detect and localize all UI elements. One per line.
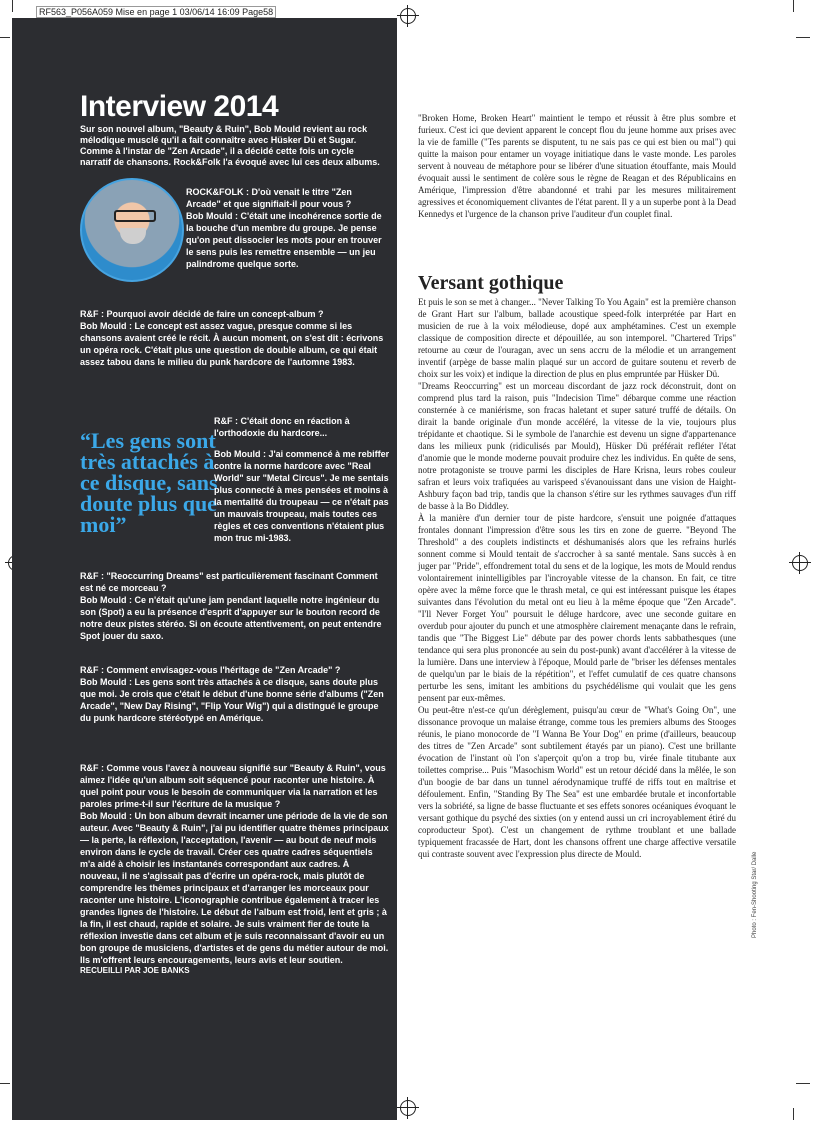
photo-credit: Photo : Fen-Shooting Star/ Dalle (752, 851, 758, 938)
answer: Bob Mould : J'ai commencé à me rebiffer contre la norme hardcore avec "Real World" sur "Metal Circus". Je me sentais plus connecté à mes pensées et moins à la mentalité du troupeau — ce n'était pas un mauvais troupeau, mais toutes ces règles et ces conventions n'étaient plus mon truc mi-1983. (214, 449, 390, 543)
article-para-1 (418, 112, 736, 220)
question: R&F : "Reoccurring Dreams" est particulièrement fascinant Comment est né ce morceau ? (80, 571, 378, 593)
answer: Bob Mould : Ce n'était qu'une jam pendant laquelle notre ingénieur du son (Spot) a eu la présence d'esprit d'appuyer sur le bouton record de notre deux pistes stéréo. Si on écoute attentivement, on peut entendre Spot jouer du saxo. (80, 595, 382, 641)
crop-mark (796, 1083, 810, 1084)
article-body (418, 296, 736, 860)
question: R&F : Comment envisagez-vous l'héritage de "Zen Arcade" ? (80, 665, 341, 675)
crop-mark (793, 0, 794, 12)
beard-icon (120, 228, 146, 244)
crop-mark (0, 37, 10, 38)
paragraph: Et puis le son se met à changer... "Never Talking To You Again" est la première chanson de Grant Hart sur l'album, ballade acoustique speed-folk interprétée par Hart en musicien de rue à la voix mélodieuse, dopé aux amphétamines. C'est un exemple classique de composition directe et dépouillée, au son intemporel. "Chartered Trips" retourne au cœur de l'ouragan, avec un sens accru de la mélodie et un arrangement inventif (arpège de basse malin plaqué sur un accord de guitare soutenu et reverb de choix sur les voix) et indique la direction de plus en plus empruntée par Hüsker Dü. (418, 297, 736, 379)
sidebar-title: Interview 2014 (80, 90, 279, 123)
crop-mark (796, 37, 810, 38)
registration-mark-icon (400, 1100, 416, 1116)
print-slug: RF563_P056A059 Mise en page 1 03/06/14 16:09 Page58 (36, 6, 276, 18)
paragraph: "Dreams Reoccurring" est un morceau discordant de jazz rock déconstruit, dont on comprend plus tard la raison, puis "Indecision Time" débarque comme une réaction consternée à ce maniérisme, son fracas haletant et super saturé truffé de détails. On dirait la bande originale d'un monde accéléré, la vitesse de la vie, toujours plus trépidante et chaotique. Si le symbole de l'anarchie est devenu un signe d'appartenance dans les milieux punk (ridiculisés par Mould), Hüsker Dü préférait refléter l'état d'anomie que le monde moderne pouvait produire chez les individus. En quête de sens, notre protagoniste se trouve parmi les disciples de Hare Krisna, leurs robes couleur safran et leurs voix trafiquées au varispeed s'évanouissant dans une vision de Haight-Ashbury façon bad trip, tandis que la chanson s'étire sur les rythmes sauvages d'un riff de basse à la Bo Diddley. (418, 381, 736, 511)
paragraph: À la manière d'un dernier tour de piste hardcore, s'ensuit une poignée d'attaques frontales donnant l'impression d'être sous les tirs en zone de guerre. "Beyond The Threshold" a des couplets indistincts et déshumanisés alors que les refrains hurlés sonnent comme si Mould tentait de s'accrocher à sa santé mentale. Sans succès à en juger par "Pride", effondrement total du sens et de la logique, les mots de Mould rendus volontairement inintelligibles par l'incroyable vitesse de la chanson. En fait, ce titre opère avec la même force que le thrash metal, ce qui est intéressant puisque les étapes suivantes dans l'évolution du metal ont eu lieu à la même époque que "Zen Arcade". "I'll Never Forget You" poursuit le déluge hardcore, avec une seconde guitare en overdub pour ajouter du punch et une atmosphère clairement menaçante dans le refrain, tandis que "The Biggest Lie" débute par des power chords lents sabbathesques (une tendance qui sera plus prononcée au sein du post-punk) avant d'accélérer à la vitesse de la lumière. Dans une interview à l'époque, Mould parle de "briser les défenses mentales de quelqu'un par le biais de la répétition", et l'effet cumulatif de ces quatre chansons perturbe les sens, imitant les ambitions du psychédélisme qui voulait que les gens pensent par eux-mêmes. (418, 513, 736, 703)
answer: Bob Mould : C'était une incohérence sortie de la bouche d'un membre du groupe. Je pense qu'on peut dissocier les mots pour en trouver le sens puis les remettre ensemble — un jeu palindrome quelque sorte. (186, 211, 382, 269)
qa-block-3 (214, 406, 390, 553)
interview-credit: RECUEILLI PAR JOE BANKS (80, 966, 190, 975)
question: R&F : Comme vous l'avez à nouveau signifié sur "Beauty & Ruin", vous aimez l'idée qu'un album soit séquencé pour raconter une histoire. À quel point pour vous le besoin de communiquer via la narration et les paroles prime-t-il sur l'écriture de la musique ? (80, 763, 386, 809)
glasses-icon (114, 210, 156, 222)
qa-block-6 (80, 762, 390, 975)
qa-block-5 (80, 664, 390, 724)
section-heading: Versant gothique (418, 272, 564, 294)
question: ROCK&FOLK : D'où venait le titre "Zen Arcade" et que signifiait-il pour vous ? (186, 187, 352, 209)
qa-block-2 (80, 308, 390, 368)
pull-quote: “Les gens sont très attachés à ce disque, sans doute plus que moi” (80, 428, 218, 537)
qa-block-1 (186, 186, 386, 270)
interview-sidebar (12, 18, 397, 1120)
crop-mark (12, 0, 13, 12)
bob-mould-portrait (80, 178, 184, 282)
qa-block-4 (80, 570, 390, 642)
crop-mark (0, 1083, 10, 1084)
registration-mark-icon (792, 555, 808, 571)
answer: Bob Mould : Un bon album devrait incarner une période de la vie de son auteur. Avec "Beauty & Ruin", j'ai pu identifier quatre thèmes principaux — la perte, la réflexion, l'acceptation, l'avenir — au bout de neuf mois environ dans le cycle de travail. Créer ces quatre cadres séquentiels m'a aidé à choisir les instantanés correspondant aux cadres. À nouveau, il ne s'agissait pas d'écrire un opéra-rock, mais plutôt de comprendre les thèmes principaux et d'arranger les morceaux pour raconter une histoire. L'iconographie contribue également à tracer les grandes lignes de l'histoire. Le début de l'album est froid, lent et gris ; à la fin, il est chaud, rapide et solaire. Je suis vraiment fier de toute la réflexion investie dans cet album et je suis reconnaissant d'avoir eu un bon groupe de musiciens, d'artistes et de gens du métier autour de moi. Ils m'offrent leurs encouragements, leurs avis et leur soutien. (80, 811, 389, 965)
crop-mark (793, 1108, 794, 1120)
question: R&F : C'était donc en réaction à l'orthodoxie du hardcore... (214, 416, 350, 438)
answer: Bob Mould : Les gens sont très attachés à ce disque, sans doute plus que moi. Je crois que c'était le début d'une bonne série d'albums ("Zen Arcade", "New Day Rising", "Flip Your Wig") qui a distingué le groupe du punk hardcore stéréotypé en Amérique. (80, 677, 384, 723)
sidebar-intro: Sur son nouvel album, "Beauty & Ruin", Bob Mould revient au rock mélodique musclé qu'il a fait connaître avec Hüsker Dü et Sugar. Comme à l'instar de "Zen Arcade", il a décidé cette fois un cycle narratif de chansons. Rock&Folk l'a évoqué avec lui ces deux albums. (80, 124, 380, 167)
registration-mark-icon (400, 8, 416, 24)
paragraph: Ou peut-être n'est-ce qu'un dérèglement, puisqu'au cœur de "What's Going On", une dissonance provoque un malaise étrange, comme tous les premiers albums des Stooges réunis, le piano monocorde de "I Wanna Be Your Dog" en prime (d'ailleurs, beaucoup des titres de "Zen Arcade" sont subtilement étayés par un piano). C'est une brillante évocation de l'instant où l'on s'aperçoit qu'on a trop bu, virée finale titubante aux toilettes comprise... Puis "Masochism World" est un retour décidé dans la mêlée, le son d'un boogie de bar dans un tunnel aérodynamique truffé de riffs tout en maîtrise et défoulement. Enfin, "Standing By The Sea" est une embardée brutale et inconfortable vers la sobriété, sa ligne de basse fluctuante et ses effets sonores océaniques évoquant le versant gothique du psyché des sixties (on y entend aussi un cri incroyablement étiré du coproducteur Spot). C'est un changement de rythme troublant et une ballade typiquement fracassée de Hart, dont les chansons offrent une charge affective versatile qui contraste souvent avec l'expression plus directe de Mould. (418, 705, 736, 859)
paragraph: "Broken Home, Broken Heart" maintient le tempo et réussit à être plus sombre et furieux. C'est ici que devient apparent le concept flou du jeune homme aux prises avec la vie de famille ("Tes parents se disputent, tu ne sais pas ce qui est bien ou mal") qui quitte la maison pour entamer un voyage initiatique dans le vaste monde. Les paroles servent à nouveau de métaphore pour se libérer d'une situation étouffante, mais Mould évoquait aussi le sentiment de colère sous le règne de Reagan et des Républicains en Amérique, l'impression d'être abandonné et trahi par les mesures militairement agressives et économiquement clivantes de l'état parent. Il y a un superbe pont à la Dead Kennedys et l'urgence de la chanson prive l'auditeur d'un couplet final. (418, 113, 737, 219)
question: R&F : Pourquoi avoir décidé de faire un concept-album ? (80, 309, 324, 319)
answer: Bob Mould : Le concept est assez vague, presque comme si les chansons avaient créé le récit. À aucun moment, on s'est dit : écrivons un opéra rock. C'était plus une question de double album, ce qui était assez tabou dans le milieu du punk hardcore de l'automne 1983. (80, 321, 384, 367)
